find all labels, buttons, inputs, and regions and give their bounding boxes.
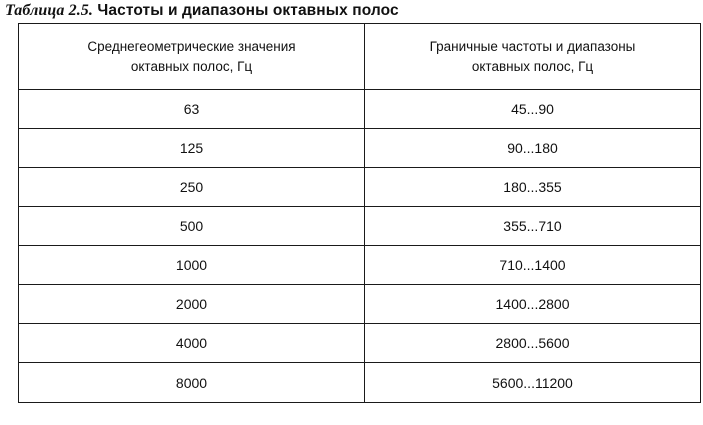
header-center-line-2: октавных полос, Гц [130,58,253,74]
table-row [19,168,701,207]
caption-label: Таблица 2.5. [5,2,93,19]
table-row [19,363,701,403]
center-frequency-cell: 63 [19,90,365,129]
band-range-cell: 355...710 [365,207,701,246]
header-band-range [365,24,701,90]
band-range-cell: 90...180 [365,129,701,168]
table-row [19,129,701,168]
center-frequency-cell: 1000 [19,246,365,285]
header-range-line-1: Граничные частоты и диапазоны [429,38,636,54]
band-range-cell: 2800...5600 [365,324,701,363]
center-frequency-cell: 4000 [19,324,365,363]
table-row [19,90,701,129]
band-range-cell: 1400...2800 [365,285,701,324]
center-frequency-cell: 2000 [19,285,365,324]
octave-bands-table [18,23,701,403]
header-center-frequency [19,24,365,90]
band-range-cell: 45...90 [365,90,701,129]
band-range-cell: 5600...11200 [365,363,701,403]
band-range-cell: 710...1400 [365,246,701,285]
caption-title: Частоты и диапазоны октавных полос [97,2,399,19]
header-row [19,24,701,90]
center-frequency-cell: 250 [19,168,365,207]
table-row [19,285,701,324]
table-row [19,207,701,246]
band-range-cell: 180...355 [365,168,701,207]
table-caption [5,0,399,22]
center-frequency-cell: 125 [19,129,365,168]
header-range-line-2: октавных полос, Гц [471,58,594,74]
table-row [19,324,701,363]
center-frequency-cell: 8000 [19,363,365,403]
center-frequency-cell: 500 [19,207,365,246]
table-row [19,246,701,285]
header-center-line-1: Среднегеометрические значения [87,38,296,54]
